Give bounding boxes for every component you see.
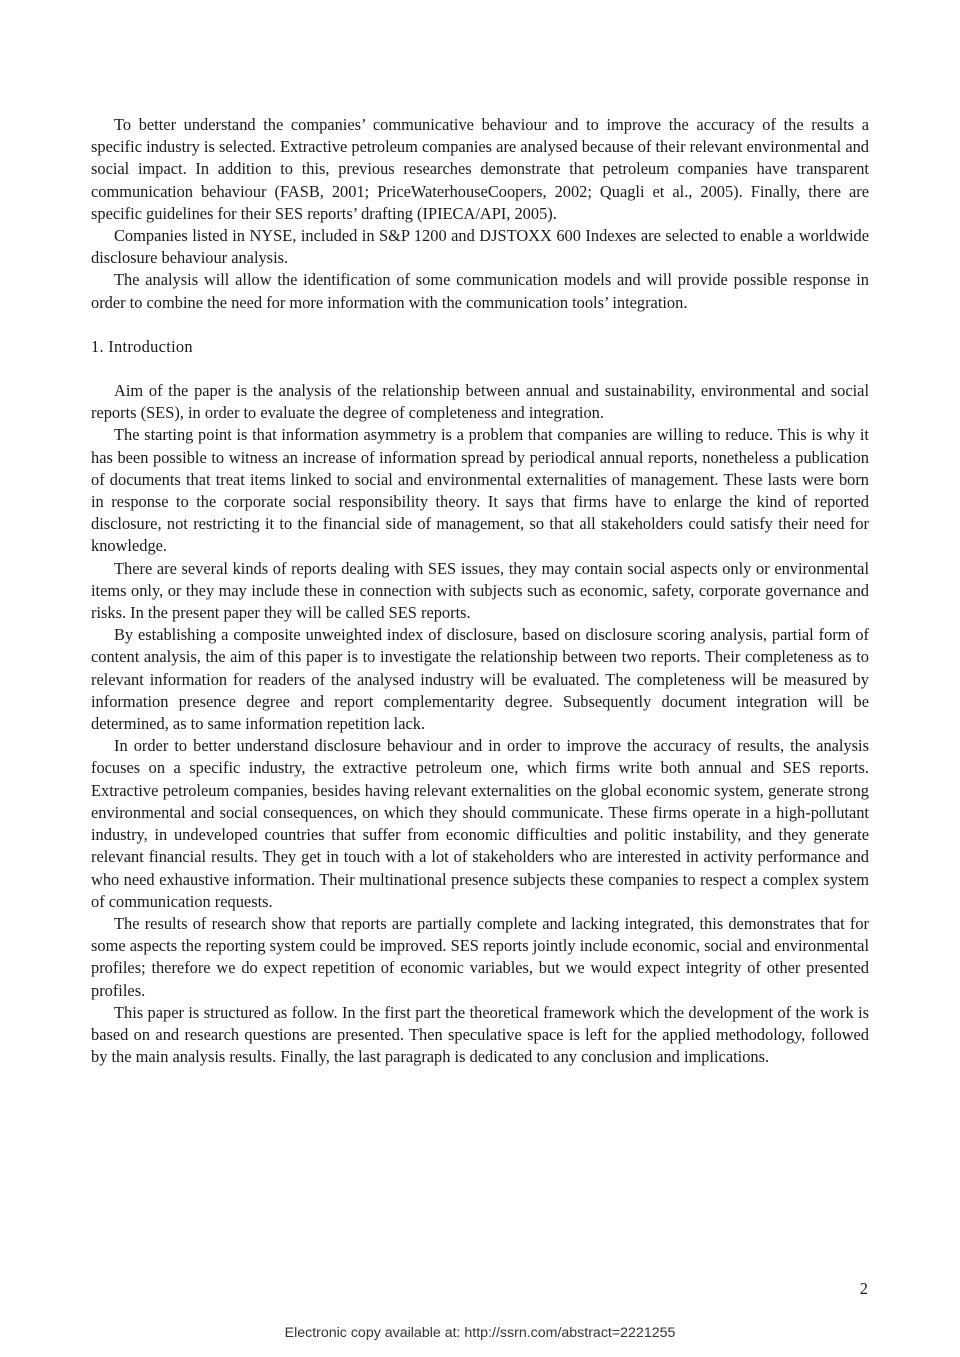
body-paragraph: The results of research show that reports are partially complete and lacking integrated, this demonstrates that for some aspects the reporting system could be improved. SES reports jointly include economic, social and environmental profiles; therefore we do expect repetition of economic variables, but we would expect integrity of other presented profiles. [91, 913, 869, 1000]
body-paragraph: In order to better understand disclosure behaviour and in order to improve the accuracy of results, the analysis focuses on a specific industry, the extractive petroleum one, which firms write both annual and SES reports. Extractive petroleum companies, besides having relevant externalities on the global economic system, generate strong environmental and social consequences, on which they should communicate. These firms operate in a high-pollutant industry, in undeveloped countries that suffer from economic difficulties and politic instability, and they generate relevant financial results. They get in touch with a lot of stakeholders who are interested in activity performance and who need exhaustive information. Their multinational presence subjects these companies to respect a complex system of communication requests. [91, 736, 869, 911]
section-heading: 1. Introduction [91, 336, 193, 356]
abstract-paragraph: The analysis will allow the identification of some communication models and will provide possible response in order to combine the need for more information with the communication tools’ integration. [91, 270, 869, 312]
body-paragraph: By establishing a composite unweighted index of disclosure, based on disclosure scoring analysis, partial form of content analysis, the aim of this paper is to investigate the relationship between two reports. Their completeness as to relevant information for readers of the analysed industry will be evaluated. The completeness will be measured by information presence degree and report complementarity degree. Subsequently document integration will be determined, as to same information repetition lack. [91, 625, 869, 734]
body-paragraph: Aim of the paper is the analysis of the relationship between annual and sustainability, environmental and social reports (SES), in order to evaluate the degree of completeness and integration. [91, 381, 869, 423]
abstract-paragraph: To better understand the companies’ communicative behaviour and to improve the accuracy of the results a specific industry is selected. Extractive petroleum companies are analysed because of their relevant environmental and social impact. In addition to this, previous researches demonstrate that petroleum companies have transparent communication behaviour (FASB, 2001; PriceWaterhouseCoopers, 2002; Quagli et al., 2005). Finally, there are specific guidelines for their SES reports’ drafting (IPIECA/API, 2005). [91, 115, 869, 223]
footer-copy-notice: Electronic copy available at: http://ssrn.com/abstract=2221255 [284, 1325, 676, 1341]
body-paragraph: This paper is structured as follow. In the first part the theoretical framework which the development of the work is based on and research questions are presented. Then speculative space is left for the applied methodology, followed by the main analysis results. Finally, the last paragraph is dedicated to any conclusion and implications. [91, 1002, 869, 1067]
body-paragraph: The starting point is that information asymmetry is a problem that companies are willing to reduce. This is why it has been possible to witness an increase of information spread by periodical annual reports, nonetheless a publication of documents that treat items linked to social and environmental externalities of management. These lasts were born in response to the corporate social responsibility theory. It says that firms have to enlarge the kind of reported disclosure, not restricting it to the financial side of management, so that all stakeholders could satisfy their need for knowledge. [91, 425, 869, 556]
body-paragraph: There are several kinds of reports dealing with SES issues, they may contain social aspects only or environmental items only, or they may include these in connection with subjects such as economic, safety, corporate governance and risks. In the present paper they will be called SES reports. [91, 558, 869, 623]
text-column [91, 114, 869, 1068]
page-number: 2 [859, 1279, 868, 1298]
abstract-paragraph: Companies listed in NYSE, included in S&P 1200 and DJSTOXX 600 Indexes are selected to enable a worldwide disclosure behaviour analysis. [91, 226, 869, 268]
